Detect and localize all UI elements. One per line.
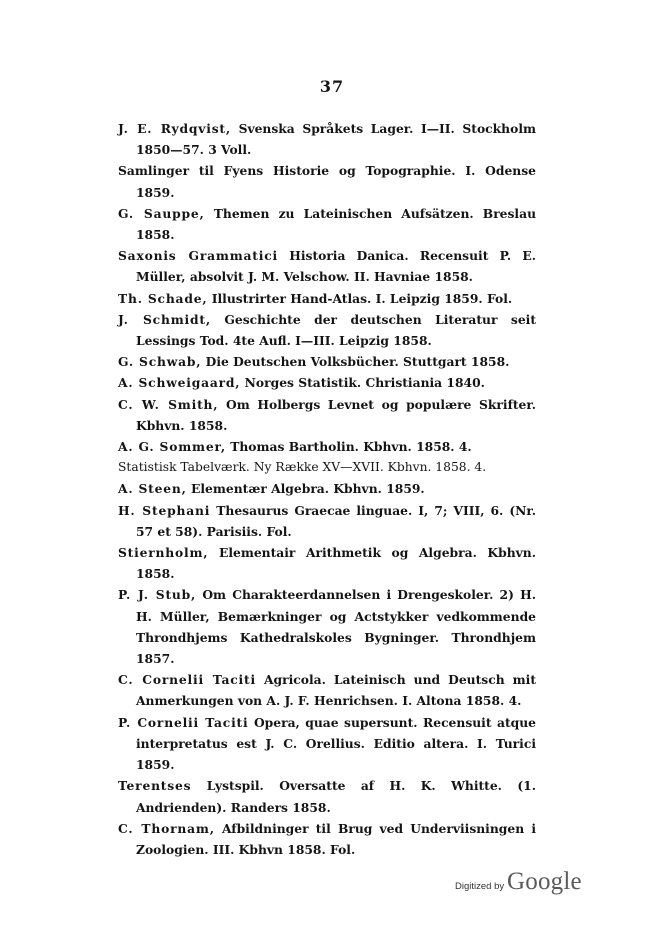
entry-text: Norges Statistik. Christiania 1840. xyxy=(244,375,485,391)
list-item xyxy=(118,457,536,478)
list-item xyxy=(118,500,536,542)
list-item xyxy=(118,542,536,584)
entry-text: Om Charakteerdannelsen i Drengeskoler. 2) H. H. Müller, Bemærkninger og Actstykker vedkommende Throndhjems Kathedralskoles Bygninger. Throndhjem 1857. xyxy=(136,587,536,667)
entry-text: Om Holbergs Levnet og populære Skrifter. Kbhvn. 1858. xyxy=(136,396,536,433)
entry-text: Opera, quae supersunt. Recensuit atque interpretatus est J. C. Orellius. Editio altera. I. Turici 1859. xyxy=(136,714,536,773)
list-item xyxy=(118,203,536,245)
entry-author: Saxonis Grammatici xyxy=(118,248,278,264)
entry-text: Thesaurus Graecae linguae. I, 7; VIII, 6. (Nr. 57 et 58). Parisiis. Fol. xyxy=(136,502,537,539)
list-item xyxy=(118,775,536,817)
list-item xyxy=(118,118,536,160)
entry-text: Agricola. Lateinisch und Deutsch mit Anmerkungen von A. J. F. Henrichsen. I. Altona 1858. 4. xyxy=(136,672,537,709)
entry-text: Afbildninger til Brug ved Underviisningen i Zoologien. III. Kbhvn 1858. Fol. xyxy=(136,820,536,857)
digitized-watermark xyxy=(455,866,595,900)
entry-text: Statistisk Tabelværk. Ny Række XV—XVII. Kbhvn. 1858. 4. xyxy=(118,460,487,475)
list-item xyxy=(118,818,536,860)
digitized-by-label: Digitized by xyxy=(455,881,505,892)
entry-text: Themen zu Lateinischen Aufsätzen. Breslau 1858. xyxy=(136,205,537,243)
entry-author: G. Schwab, xyxy=(118,354,202,370)
entry-author: Th. Schade, xyxy=(118,290,208,306)
entry-author: J. E. Rydqvist, xyxy=(118,121,231,136)
list-item xyxy=(118,436,536,457)
list-item xyxy=(118,160,536,202)
entry-text: Historia Danica. Recensuit P. E. Müller, absolvit J. M. Velschow. II. Havniae 1858. xyxy=(136,248,536,285)
entry-text: Die Deutschen Volksbücher. Stuttgart 1858. xyxy=(205,354,510,370)
google-logo: Google xyxy=(507,868,582,895)
entry-author: C. Thornam, xyxy=(118,820,215,836)
entry-author: C. Cornelii Taciti xyxy=(118,672,256,688)
entry-text: Lystspil. Oversatte af H. K. Whitte. (1. Andrienden). Randers 1858. xyxy=(136,778,536,815)
entry-text: Geschichte der deutschen Literatur seit Lessings Tod. 4te Aufl. I—III. Leipzig 1858. xyxy=(136,311,536,349)
list-item xyxy=(118,584,536,669)
entry-author: H. Stephani xyxy=(118,502,211,518)
entry-author: C. W. Smith, xyxy=(118,396,219,412)
entry-author: A. Steen, xyxy=(118,481,187,497)
entry-author: G. Sauppe, xyxy=(118,205,205,221)
list-item xyxy=(118,394,536,436)
entry-author: Terentses xyxy=(118,778,192,794)
entry-text: Elementær Algebra. Kbhvn. 1859. xyxy=(191,481,425,497)
entry-text: Samlinger til Fyens Historie og Topographie. I. Odense 1859. xyxy=(118,163,536,200)
entry-author: A. Schweigaard, xyxy=(118,375,241,391)
list-item xyxy=(118,478,536,499)
entry-text: Svenska Språkets Lager. I—II. Stockholm 1850—57. 3 Voll. xyxy=(136,121,537,158)
entry-text: Thomas Bartholin. Kbhvn. 1858. 4. xyxy=(230,439,472,455)
entry-author: A. G. Sommer, xyxy=(118,439,226,455)
entry-author: Stiernholm, xyxy=(118,545,209,561)
page-number: 37 xyxy=(319,77,345,96)
list-item xyxy=(118,372,536,393)
entry-author: J. Schmidt, xyxy=(118,311,211,327)
list-item xyxy=(118,309,536,351)
list-item xyxy=(118,351,536,372)
list-item xyxy=(118,288,536,309)
list-item xyxy=(118,245,536,287)
list-item xyxy=(118,669,536,711)
entry-text: Elementair Arithmetik og Algebra. Kbhvn. 1858. xyxy=(136,545,537,582)
entry-author: P. J. Stub, xyxy=(118,587,197,603)
bibliography-list xyxy=(118,118,536,860)
entry-author: P. Cornelii Taciti xyxy=(118,714,249,730)
entry-text: Illustrirter Hand-Atlas. I. Leipzig 1859. Fol. xyxy=(211,290,513,306)
list-item xyxy=(118,712,536,776)
